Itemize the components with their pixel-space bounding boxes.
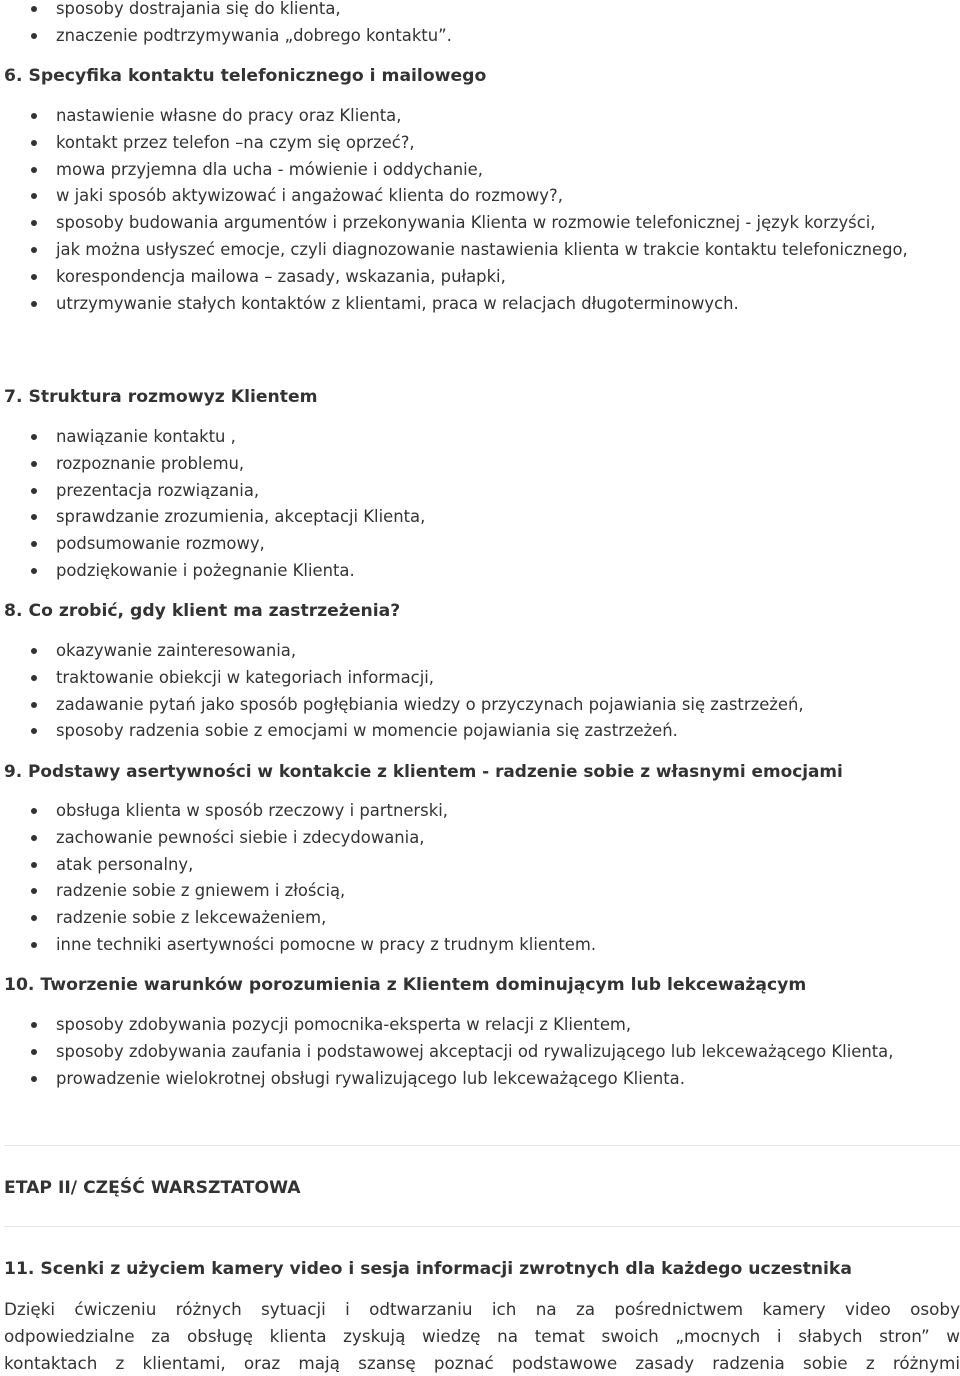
list-item: podziękowanie i pożegnanie Klienta. <box>0 558 960 585</box>
list-item: rozpoznanie problemu, <box>0 451 960 478</box>
list-item: kontakt przez telefon –na czym się oprzeć?, <box>0 130 960 157</box>
section-8-heading: 8. Co zrobić, gdy klient ma zastrzeżenia? <box>4 601 401 621</box>
list-item: nastawienie własne do pracy oraz Klienta, <box>0 103 960 130</box>
list-item: sposoby dostrajania się do klienta, <box>0 0 960 23</box>
divider <box>4 1226 960 1227</box>
paragraph-line: Dzięki ćwiczeniu różnych sytuacji i odtwarzaniu ich na za pośrednictwem kamery video osoby <box>4 1299 960 1319</box>
list-item: okazywanie zainteresowania, <box>0 638 960 665</box>
list-item: korespondencja mailowa – zasady, wskazania, pułapki, <box>0 264 960 291</box>
section-7-list <box>0 424 960 585</box>
list-item: sposoby budowania argumentów i przekonywania Klienta w rozmowie telefonicznej - język korzyści, <box>0 210 960 237</box>
list-item: traktowanie obiekcji w kategoriach informacji, <box>0 665 960 692</box>
list-item: prezentacja rozwiązania, <box>0 478 960 505</box>
section-6-list <box>0 103 960 317</box>
list-item: atak personalny, <box>0 852 960 879</box>
list-item: radzenie sobie z gniewem i złością, <box>0 878 960 905</box>
list-item: sposoby radzenia sobie z emocjami w momencie pojawiania się zastrzeżeń. <box>0 718 960 745</box>
list-item: nawiązanie kontaktu , <box>0 424 960 451</box>
list-item: sprawdzanie zrozumienia, akceptacji Klienta, <box>0 504 960 531</box>
section-9-heading: 9. Podstawy asertywności w kontakcie z klientem - radzenie sobie z własnymi emocjami <box>4 761 843 781</box>
divider <box>4 1145 960 1146</box>
section-7-heading: 7. Struktura rozmowyz Klientem <box>4 387 318 407</box>
list-item: radzenie sobie z lekceważeniem, <box>0 905 960 932</box>
section-11-paragraph <box>0 1296 960 1376</box>
section-9-list <box>0 798 960 959</box>
list-top <box>0 0 960 50</box>
list-item: jak można usłyszeć emocje, czyli diagnozowanie nastawienia klienta w trakcie kontaktu telefonicznego, <box>0 237 960 264</box>
list-item: zachowanie pewności siebie i zdecydowania, <box>0 825 960 852</box>
section-10-list <box>0 1012 960 1092</box>
paragraph-line: kontaktach z klientami, oraz mają szansę poznać podstawowe zasady radzenia sobie z różnymi <box>4 1352 960 1373</box>
list-item: w jaki sposób aktywizować i angażować klienta do rozmowy?, <box>0 183 960 210</box>
list-item: obsługa klienta w sposób rzeczowy i partnerski, <box>0 798 960 825</box>
stage-2-heading: ETAP II/ CZĘŚĆ WARSZTATOWA <box>4 1178 301 1198</box>
section-6-heading: 6. Specyfika kontaktu telefonicznego i mailowego <box>4 66 487 86</box>
section-10-heading: 10. Tworzenie warunków porozumienia z Klientem dominującym lub lekceważącym <box>4 975 807 995</box>
list-item: zadawanie pytań jako sposób pogłębiania wiedzy o przyczynach pojawiania się zastrzeżeń, <box>0 692 960 719</box>
list-item: sposoby zdobywania pozycji pomocnika-eksperta w relacji z Klientem, <box>0 1012 960 1039</box>
section-11-heading: 11. Scenki z użyciem kamery video i sesja informacji zwrotnych dla każdego uczestnika <box>4 1259 852 1279</box>
list-item: prowadzenie wielokrotnej obsługi rywalizującego lub lekceważącego Klienta. <box>0 1066 960 1093</box>
list-item: mowa przyjemna dla ucha - mówienie i oddychanie, <box>0 157 960 184</box>
list-item: znaczenie podtrzymywania „dobrego kontaktu”. <box>0 23 960 50</box>
list-item: inne techniki asertywności pomocne w pracy z trudnym klientem. <box>0 932 960 959</box>
paragraph-line: odpowiedzialne za obsługę klienta zyskują wiedzę na temat swoich „mocnych i słabych stron” w <box>4 1325 960 1346</box>
list-item: sposoby zdobywania zaufania i podstawowej akceptacji od rywalizującego lub lekceważącego Klienta, <box>0 1039 960 1066</box>
list-item: utrzymywanie stałych kontaktów z klientami, praca w relacjach długoterminowych. <box>0 291 960 318</box>
list-item: podsumowanie rozmowy, <box>0 531 960 558</box>
section-8-list <box>0 638 960 745</box>
